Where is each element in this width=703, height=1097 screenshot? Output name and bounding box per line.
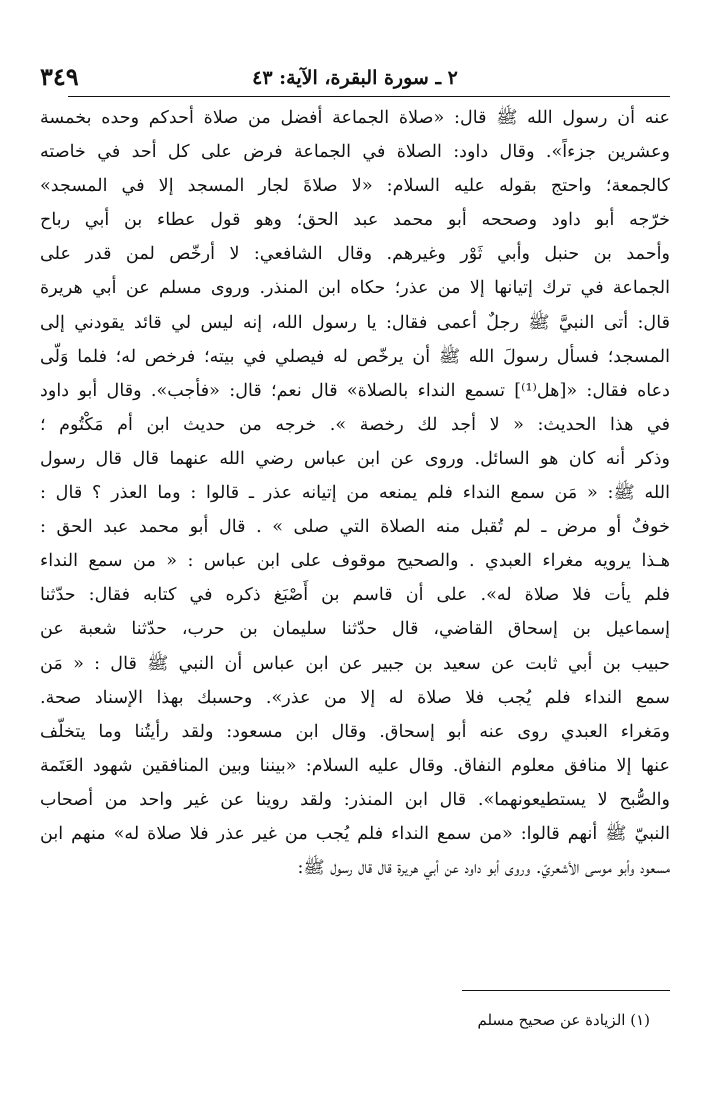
body-line: عنه أن رسول الله ﷺ قال: «صلاة الجماعة أفضل من صلاة أحدكم وحده بخمسة [40,108,670,128]
body-line: المسجد؛ فسأل رسولَ الله ﷺ أن يرخّص له فيصلي في بيته؛ فرخص له؛ فلما وَلّى [40,346,670,367]
body-line: هـذا يرويه مغراء العبدي . والصحيح موقوف على ابن عباس : « من سمع النداء [40,551,670,572]
body-line: دعاه فقال: «[هل⁽¹⁾] تسمع النداء بالصلاة» قال نعم؛ قال: «فأجب». وقال أبو داود [40,380,670,401]
page-number: ٣٤٩ [40,62,79,91]
body-line: وعشرين جزءاً». وقال داود: الصلاة في الجماعة فرض على كل أحد في خاصته [40,142,670,163]
body-line: خرّجه أبو داود وصححه أبو محمد عبد الحق؛ وهو قول عطاء بن أبي رباح [40,210,670,231]
body-line: سمع النداء فلم يُجب فلا صلاة له إلا من عذر». وحسبك بهذا الإسناد صحة. [40,687,670,708]
body-line: الله ﷺ: « مَن سمع النداء فلم يمنعه من إتيانه عذر ـ قالوا : وما العذر ؟ قال : [40,483,670,504]
body-line: فلم يأت فلا صلاة له». على أن قاسم بن أَصْبَغ ذكره في كتابه فقال: حدّثنا [40,585,670,606]
header-divider [68,96,670,97]
body-line: كالجمعة؛ واحتج بقوله عليه السلام: «لا صلاةَ لجار المسجد إلا في المسجد» [40,176,670,197]
body-line: وأحمد بن حنبل وأبي ثَوْر وغيرهم. وقال الشافعي: لا أرخّص لمن قدر على [40,244,670,265]
body-line: الجماعة في ترك إتيانها إلا من عذر؛ حكاه ابن المنذر. وروى مسلم عن أبي هريرة [40,278,670,299]
body-line: النبيّ ﷺ أنهم قالوا: «من سمع النداء فلم يُجب من غير عذر فلا صلاة له» منهم ابن [40,823,670,844]
footnote: (١) الزيادة عن صحيح مسلم [477,1011,650,1029]
body-line: وذكر أنه كان هو السائل. وروى عن ابن عباس رضي الله عنهما قال قال رسول [40,448,670,469]
body-line: والصُّبح لا يستطيعونهما». قال ابن المنذر: ولقد روينا عن غير واحد من أصحاب [40,789,670,810]
footnote-divider [462,990,670,991]
body-line: خوفٌ أو مرض ـ لم تُقبل منه الصلاة التي صلى » . قال أبو محمد عبد الحق : [40,517,670,538]
body-line: في هذا الحديث: « لا أجد لك رخصة ». خرجه من حديث ابن أم مَكْتُوم ؛ [40,414,670,435]
running-header-title: ٢ ـ سورة البقرة، الآية: ٤٣ [252,67,458,89]
body-line: ومَغراء العبدي روى عنه أبو إسحاق. وقال ابن مسعود: ولقد رأيتُنا وما يتخلّف [40,721,670,742]
body-line: إسماعيل بن إسحاق القاضي، قال حدّثنا سليمان بن حرب، حدّثنا شعبة عن [40,619,670,640]
body-text [40,101,670,885]
body-line: حبيب بن أبي ثابت عن سعيد بن جبير عن ابن عباس أن النبي ﷺ قال : « مَن [40,653,670,674]
body-line-last: مسعود وأبو موسى الأشعريّ. وروى أبو داود عن أبي هريرة قال قال رسول ﷺ: [297,858,670,879]
running-header [40,62,670,94]
body-line: عنها إلا منافق معلوم النفاق. وقال عليه السلام: «بيننا وبين المنافقين شهود العَتَمة [40,755,670,776]
body-line: قال: أتى النبيَّ ﷺ رجلٌ أعمى فقال: يا رسول الله، إنه ليس لي قائد يقودني إلى [40,312,670,333]
